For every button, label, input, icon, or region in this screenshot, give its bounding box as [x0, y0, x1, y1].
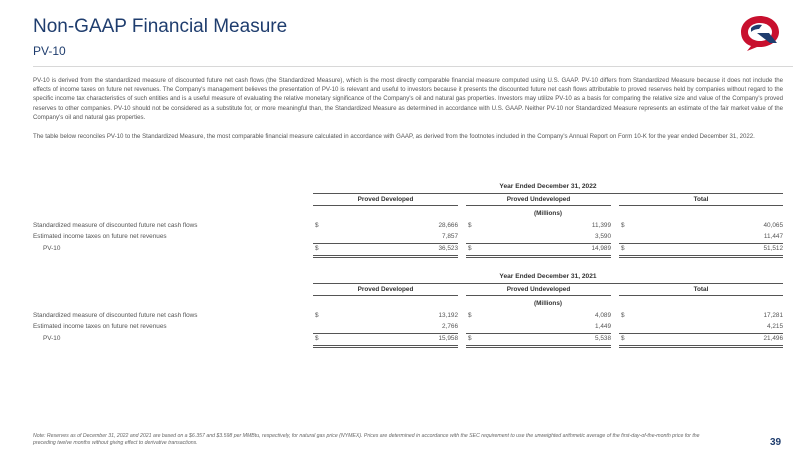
currency-symbol: $ [468, 335, 472, 342]
value-total: 21,496 [763, 335, 783, 342]
intro-paragraph: PV-10 is derived from the standardized measure of discounted future net cash flows (the Standardized Measure), which is the most directly comparable financial measure computed using U.S. GAAP. PV-10 differs from Standardized Measure because it does not include the effects of income taxes on future net revenues. The Company's management believes the presentation of PV-10 is relevant and useful to investors because it presents the discounted future net cash flows attributable to proved reserves held by companies without regard to the specific income tax characteristics of such entities and is a useful measure of evaluating the relative monetary significance of the Company's oil and natural gas properties. Investors may utilize PV-10 as a basis for comparing the relative size and value of the Company's proved reserves to other companies. PV-10 should not be considered as a substitute for, or more meaningful than, the Standardized Measure as determined in accordance with U.S. GAAP. Neither PV-10 nor Standardized Measure represents an estimate of the fair market value of the Company's oil and natural gas properties. [33, 77, 783, 121]
value-proved-undeveloped: 4,089 [595, 312, 611, 319]
currency-symbol: $ [621, 245, 625, 252]
divider [313, 283, 783, 284]
value-proved-developed: 28,666 [438, 222, 458, 229]
table-row [33, 222, 784, 232]
currency-symbol: $ [621, 335, 625, 342]
table-year-title: Year Ended December 31, 2022 [499, 183, 597, 190]
value-total: 40,065 [763, 222, 783, 229]
divider [313, 333, 458, 334]
divider [313, 243, 458, 244]
divider [313, 257, 458, 258]
divider [619, 347, 783, 348]
divider [619, 255, 783, 256]
divider [466, 243, 611, 244]
divider [466, 345, 611, 346]
divider [466, 205, 611, 206]
value-proved-undeveloped: 14,989 [591, 245, 611, 252]
value-proved-undeveloped: 1,449 [595, 323, 611, 330]
table-row [33, 233, 784, 243]
divider [619, 333, 783, 334]
divider [466, 333, 611, 334]
value-proved-developed: 36,523 [438, 245, 458, 252]
page-number: 39 [770, 437, 782, 448]
divider [466, 347, 611, 348]
divider [313, 347, 458, 348]
value-proved-developed: 2,766 [442, 323, 458, 330]
value-proved-undeveloped: 11,399 [591, 222, 611, 229]
divider [619, 243, 783, 244]
page-subtitle: PV-10 [33, 44, 66, 58]
divider [313, 255, 458, 256]
currency-symbol: $ [621, 222, 625, 229]
divider [313, 193, 783, 194]
reconciliation-paragraph: The table below reconciles PV-10 to the Standardized Measure, the most comparable financial measure calculated in accordance with GAAP, as derived from the footnotes included in the Company's Annual Report on Form 10-K for the year ended December 31, 2022. [33, 133, 755, 140]
divider [313, 205, 458, 206]
row-label: Standardized measure of discounted future net cash flows [33, 312, 198, 319]
divider [313, 345, 458, 346]
row-label: PV-10 [43, 335, 61, 342]
company-q-logo-icon [737, 13, 783, 55]
divider [466, 255, 611, 256]
value-proved-undeveloped: 3,590 [595, 233, 611, 240]
unit-label: (Millions) [533, 300, 563, 307]
currency-symbol: $ [468, 222, 472, 229]
value-total: 4,215 [767, 323, 783, 330]
header-divider [33, 66, 793, 67]
row-label: Standardized measure of discounted future net cash flows [33, 222, 198, 229]
value-total: 51,512 [763, 245, 783, 252]
col-header-proved-undeveloped: Proved Undeveloped [506, 286, 571, 293]
currency-symbol: $ [315, 222, 319, 229]
value-proved-undeveloped: 5,538 [595, 335, 611, 342]
table-row [33, 323, 784, 333]
unit-label: (Millions) [533, 210, 563, 217]
table-row-total [33, 245, 784, 255]
divider [619, 295, 783, 296]
currency-symbol: $ [621, 312, 625, 319]
col-header-total: Total [693, 286, 709, 293]
divider [466, 257, 611, 258]
row-label: PV-10 [43, 245, 61, 252]
divider [466, 295, 611, 296]
col-header-proved-developed: Proved Developed [357, 196, 414, 203]
currency-symbol: $ [315, 312, 319, 319]
value-proved-developed: 7,857 [442, 233, 458, 240]
col-header-total: Total [693, 196, 709, 203]
row-label: Estimated income taxes on future net revenues [33, 323, 167, 330]
currency-symbol: $ [468, 245, 472, 252]
table-year-title: Year Ended December 31, 2021 [499, 273, 597, 280]
value-proved-developed: 15,958 [438, 335, 458, 342]
table-row [33, 312, 784, 322]
col-header-proved-developed: Proved Developed [357, 286, 414, 293]
col-header-proved-undeveloped: Proved Undeveloped [506, 196, 571, 203]
page-title: Non-GAAP Financial Measure [33, 16, 288, 37]
currency-symbol: $ [315, 335, 319, 342]
currency-symbol: $ [315, 245, 319, 252]
value-total: 11,447 [763, 233, 783, 240]
value-total: 17,281 [763, 312, 783, 319]
divider [313, 295, 458, 296]
value-proved-developed: 13,192 [438, 312, 458, 319]
divider [619, 345, 783, 346]
table-row-total [33, 335, 784, 345]
row-label: Estimated income taxes on future net revenues [33, 233, 167, 240]
currency-symbol: $ [468, 312, 472, 319]
divider [619, 205, 783, 206]
footnote: Note: Reserves as of December 31, 2022 and 2021 are based on a $6.357 and $3.598 per MMBtu, respectively, for natural gas price (NYMEX). Prices are determined in accordance with the SEC requirement to use the unweighted arithmetic average of the first-day-of-the-month price for the preceding twelve months without giving effect to derivative transactions. [33, 433, 700, 446]
divider [619, 257, 783, 258]
